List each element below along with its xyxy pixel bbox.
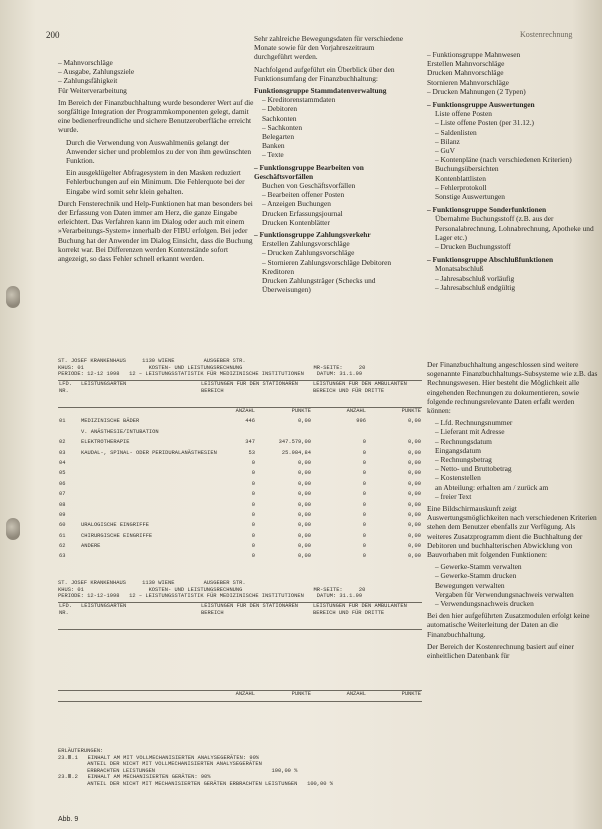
- list-item: – Drucken Buchungsstoff: [435, 242, 511, 252]
- col-header: LFD. NR.: [58, 381, 80, 408]
- table-cell: 0,00: [408, 491, 421, 498]
- table-cell: 0: [251, 470, 255, 477]
- col-header: LEISTUNGSARTEN: [80, 381, 200, 408]
- group-title: – Funktionsgruppe Bearbeiten von Geschäftsvorfällen: [254, 162, 364, 181]
- group-title: – Funktionsgruppe Auswertungen: [427, 100, 535, 110]
- col-header: LEISTUNGEN FÜR DEN AMBULANTEN BEREICH UND FÜR DRITTE: [312, 381, 422, 408]
- table-cell: [80, 491, 200, 501]
- group-title: – Funktionsgruppe Sonderfunktionen: [427, 205, 547, 215]
- table-cell: 01: [59, 418, 66, 425]
- statistics-table-1: [58, 380, 422, 564]
- table-cell: 0,00: [298, 543, 311, 550]
- table-cell: KAUDAL-, SPINAL- ODER PERIDURALANÄSTHESIEN: [81, 449, 217, 456]
- table-cell: 0,00: [408, 501, 421, 508]
- table-cell: 08: [59, 501, 66, 508]
- table-cell: 03: [59, 449, 66, 456]
- table-cell: 62: [59, 543, 66, 550]
- punch-hole: [6, 518, 20, 540]
- table-cell: [80, 481, 200, 491]
- table-cell: 0,00: [408, 459, 421, 466]
- paragraph: Durch Fensterechnik und Help-Funktionen hat man besonders bei der Erfassung von Daten immer am Herz, die ganze Eingabe erleichtert. Das Verfahren kann im Dialog oder auch mit einem »Verarbeitungs-System« innerhalb der FIBU erfolgen. Bei jeder Buchung hat der Anwender im Dialog Einsicht, dass die Buchung korrekt war. Bei Differenzen werden Kontenstände sofort angezeigt, so dass Fehler schnell erkannt werden.: [58, 198, 253, 264]
- list-item: Bewegungen verwalten: [435, 580, 505, 590]
- list-item: Übernahme Buchungsstoff (z.B. aus der Personalabrechnung, Lohnabrechnung, Apotheke und Lager etc.): [435, 214, 594, 242]
- list-item: – Lieferant mit Adresse: [435, 427, 505, 437]
- table-row: [58, 533, 422, 543]
- list-item: Eingangsdatum: [435, 445, 481, 455]
- list-item: – GuV: [435, 146, 455, 156]
- footnote-line: ERLÄUTERUNGEN:: [58, 748, 104, 754]
- table-cell: URALOGISCHE EINGRIFFE: [81, 522, 149, 529]
- table-cell: [80, 553, 200, 563]
- table-row: [58, 481, 422, 491]
- table-row: [58, 502, 422, 512]
- list-item: – Bearbeiten offener Posten: [262, 190, 345, 200]
- list-item: – freier Text: [435, 491, 472, 501]
- paragraph: Bei den hier aufgeführten Zusatzmodulen erfolgt keine automatische Weiterleitung der Daten an die Finanzbuchhaltung.: [427, 611, 590, 639]
- list-item: Drucken Zahlungsträger (Schecks und Überweisungen): [262, 276, 376, 295]
- table-cell: 0,00: [298, 480, 311, 487]
- punch-hole: [6, 286, 20, 308]
- table-cell: 0: [362, 522, 366, 529]
- table-cell: 0,00: [408, 522, 421, 529]
- list-item: – Rechnungsbetrag: [435, 455, 492, 465]
- table-cell: [80, 512, 200, 522]
- col-header: LEISTUNGSARTEN: [80, 603, 200, 630]
- col-header: LEISTUNGEN FÜR DEN STATIONÄREN BEREICH: [200, 381, 312, 408]
- table-row: [58, 439, 422, 449]
- table-cell: 0: [251, 522, 255, 529]
- table-cell: 0: [362, 459, 366, 466]
- column-left: [58, 58, 258, 266]
- table-cell: 0,00: [408, 418, 421, 425]
- col-subheader: PUNKTE: [401, 408, 421, 414]
- printout-header-2: [58, 580, 422, 600]
- table-cell: 0,00: [408, 543, 421, 550]
- table-cell: 0: [362, 480, 366, 487]
- list-item: – Jahresabschluß endgültig: [435, 282, 516, 292]
- table-cell: 0,00: [408, 511, 421, 518]
- list-item: – Bilanz: [435, 136, 460, 146]
- table-cell: [80, 502, 200, 512]
- page-number: 200: [46, 30, 60, 40]
- table-cell: 0,00: [298, 511, 311, 518]
- list-item: – Saldenlisten: [435, 127, 477, 137]
- line: – Mahnvorschläge: [58, 58, 113, 67]
- table-cell: 0: [251, 501, 255, 508]
- table-cell: V. ANÄSTHESIE/INTUBATION: [81, 428, 159, 435]
- col-subheader: PUNKTE: [367, 691, 422, 702]
- line: Für Weiterverarbeitung: [58, 85, 127, 95]
- paragraph: Ein ausgeklügelter Abfragesystem in den Masken reduziert Fehlerbuchungen auf ein Minimum. Die Fehlerquote bei der Eingabe wird somit sehr klein gehalten.: [66, 168, 245, 196]
- list-item: – Netto- und Bruttobetrag: [435, 464, 512, 474]
- table-cell: [80, 470, 200, 480]
- list-item: Kontenblattlisten: [435, 173, 486, 183]
- paragraph: Der Bereich der Kostenrechnung basiert auf einer einheitlichen Datenbank für: [427, 641, 574, 661]
- table-subheader-row: [58, 408, 422, 419]
- table-cell: 0: [251, 480, 255, 487]
- list-item: Belegarten: [262, 132, 295, 142]
- paragraph: Eine Bildschirmauskunft zeigt Auswertungsmöglichkeiten nach verschiedenen Kriterien stehen dem Benutzer ebenfalls zur Verfügung. Als weiteres Zusatzprogramm dient die Buchhaltung der Debitoren und buchhalterischen Abwicklung von Bauvorhaben mit folgenden Funktionen:: [427, 504, 597, 560]
- table-cell: 25.984,84: [281, 449, 311, 456]
- line: – Zahlungsfähigkeit: [58, 76, 118, 86]
- table-cell: 0,00: [298, 491, 311, 498]
- table-cell: 0,00: [298, 459, 311, 466]
- table-cell: 0: [362, 532, 366, 539]
- table-cell: [80, 460, 200, 470]
- line: – Ausgabe, Zahlungsziele: [58, 67, 135, 77]
- table-cell: ELEKTROTHERAPIE: [81, 439, 130, 446]
- header-line: PERIODE: 12-12-1998 12 – LEISTUNGSSTATISTIK FÜR MEDIZINISCHE INSTITUTIONEN DATUM: 31.1.99: [58, 593, 363, 600]
- table-cell: 06: [59, 480, 66, 487]
- col-header: LEISTUNGEN FÜR DEN STATIONÄREN BEREICH: [200, 603, 312, 630]
- table-cell: 0,00: [408, 470, 421, 477]
- table-cell: 04: [59, 459, 66, 466]
- list-item: – Drucken Zahlungsvorschläge: [262, 248, 355, 258]
- table-cell: 347.579,00: [278, 439, 311, 446]
- printout-footnotes: [58, 748, 422, 788]
- col-subheader: PUNKTE: [291, 408, 311, 414]
- column-middle: [254, 34, 414, 294]
- footnote-line: ANTEIL DER NICHT MIT MECHANISIERTEN GERÄTEN ERBRACHTEN LEISTUNGEN 100,00 %: [58, 780, 333, 787]
- table-row: [58, 429, 422, 439]
- statistics-table-2: [58, 602, 422, 702]
- table-cell: 02: [59, 439, 66, 446]
- table-cell: CHIRURGISCHE EINGRIFFE: [81, 532, 153, 539]
- table-row: [58, 460, 422, 470]
- table-cell: MEDIZINISCHE BÄDER: [81, 418, 140, 425]
- paragraph: Durch die Verwendung von Auswahlmenüs gelangt der Anwender sicher und problemlos zu der von ihm gewünschten Funktion.: [66, 137, 252, 166]
- list-item: Sonstige Auswertungen: [435, 192, 506, 202]
- list-item: – Gewerke-Stamm verwalten: [435, 562, 522, 572]
- list-item: Banken: [262, 141, 285, 151]
- table-subheader-row: [58, 691, 422, 702]
- header-line: KHUS: 01 KOSTEN- UND LEISTUNGSRECHNUNG MR-SEITE: 20: [58, 364, 366, 371]
- table-cell: [256, 429, 312, 439]
- list-item: – Liste offene Posten (per 31.12.): [435, 118, 534, 128]
- table-cell: 0: [251, 511, 255, 518]
- list-item: Erstellen Zahlungsvorschläge: [262, 239, 350, 249]
- list-item: – Verwendungsnachweis drucken: [435, 599, 534, 609]
- list-item: – Debitoren: [262, 104, 298, 114]
- col-subheader: ANZAHL: [200, 691, 256, 702]
- table-cell: 63: [59, 553, 66, 560]
- table-cell: 0,00: [298, 418, 311, 425]
- table-cell: 53: [248, 449, 255, 456]
- table-cell: 0: [362, 491, 366, 498]
- table-cell: 446: [245, 418, 255, 425]
- list-item: – Texte: [262, 150, 284, 160]
- table-row: [58, 491, 422, 501]
- list-item: – Kreditorenstammdaten: [262, 95, 336, 105]
- list-item: – Kontenpläne (nach verschiedenen Kriterien): [435, 155, 572, 165]
- list-item: Drucken Mahnvorschläge: [427, 68, 504, 78]
- printout-figure: [58, 358, 422, 808]
- table-cell: 61: [59, 532, 66, 539]
- table-cell: 0: [362, 439, 366, 446]
- list-item: Liste offene Posten: [435, 109, 492, 119]
- col-subheader: ANZAHL: [346, 408, 366, 414]
- table-cell: 0: [251, 491, 255, 498]
- table-cell: [58, 429, 80, 439]
- list-item: – Stornieren Zahlungsvorschläge Debitoren Kreditoren: [262, 257, 392, 276]
- table-header-row: [58, 381, 422, 408]
- table-cell: 0,00: [408, 439, 421, 446]
- footnote-line: ANTEIL DER NICHT MIT VOLLMECHANISIERTEN ANALYSEGERÄTEN: [58, 761, 262, 768]
- list-item: Sachkonten: [262, 113, 297, 123]
- list-item: – Funktionsgruppe Mahnwesen: [427, 50, 521, 59]
- list-item: Stornieren Mahnvorschläge: [427, 77, 509, 87]
- figure-caption: Abb. 9: [58, 816, 79, 823]
- group-title: Funktionsgruppe Stammdatenverwaltung: [254, 86, 387, 96]
- list-item: Erstellen Mahnvorschläge: [427, 59, 505, 69]
- list-item: Buchungsübersichten: [435, 164, 499, 174]
- list-item: an Abteilung: erhalten am / zurück am: [435, 482, 549, 492]
- list-item: Monatsabschluß: [435, 264, 484, 274]
- list-item: – Sachkonten: [262, 122, 303, 132]
- list-item: – Jahresabschluß vorläufig: [435, 273, 515, 283]
- table-cell: 0: [362, 470, 366, 477]
- table-cell: 347: [245, 439, 255, 446]
- table-cell: 09: [59, 511, 66, 518]
- list-item: – Fehlerprotokoll: [435, 182, 487, 192]
- table-cell: 0,00: [298, 501, 311, 508]
- paragraph: Nachfolgend aufgeführt ein Überblick über den Funktionsumfang der Finanzbuchhaltung:: [254, 64, 395, 83]
- table-cell: 0: [362, 501, 366, 508]
- paragraph: Im Bereich der Finanzbuchhaltung wurde besonderer Wert auf die sorgfältige Integration der Programmkomponenten gelegt, damit eine bedienerfreundliche und sichere Benutzeroberfläche erreicht wurde.: [58, 97, 254, 135]
- list-item: – Gewerke-Stamm drucken: [435, 571, 517, 581]
- group-title: – Funktionsgruppe Zahlungsverkehr: [254, 230, 371, 240]
- table-cell: 0,00: [298, 470, 311, 477]
- table-body: [58, 418, 422, 563]
- table-cell: 05: [59, 470, 66, 477]
- table-cell: 996: [356, 418, 366, 425]
- table-cell: 0: [251, 532, 255, 539]
- column-right-lower: [427, 360, 599, 663]
- table-row: [58, 418, 422, 428]
- table-row: [58, 553, 422, 563]
- col-subheader: ANZAHL: [235, 408, 255, 414]
- table-cell: 0: [251, 543, 255, 550]
- list-item: – Anzeigen Buchungen: [262, 199, 331, 209]
- table-cell: 0,00: [408, 480, 421, 487]
- table-cell: [367, 429, 422, 439]
- table-spacer-row: [58, 630, 422, 691]
- col-subheader: ANZAHL: [312, 691, 367, 702]
- printout-header-1: [58, 358, 422, 378]
- header-line: PERIODE: 12-12 1998 12 – LEISTUNGSSTATISTIK FÜR MEDIZINISCHE INSTITUTIONEN DATUM: 31.1.99: [58, 371, 363, 378]
- header-line: KHUS: 01 KOSTEN- UND LEISTUNGSRECHNUNG MR-SEITE: 20: [58, 586, 366, 593]
- footnote-line: ERBRACHTEN LEISTUNGEN 100,00 %: [58, 767, 298, 774]
- table-cell: [200, 429, 256, 439]
- footnote-line: 23.Ⅲ.1 EINHALT AM MIT VOLLMECHANISIERTEN ANALYSEGERÄTEN: 90%: [58, 754, 260, 761]
- list-item: – Rechnungsdatum: [435, 436, 492, 446]
- paragraph: Sehr zahlreiche Bewegungsdaten für verschiedene Monate sowie für den Vorjahreszeitraum durchgeführt werden.: [254, 34, 403, 62]
- table-cell: 0,00: [408, 449, 421, 456]
- table-row: [58, 450, 422, 460]
- table-row: [58, 543, 422, 553]
- list-item: Buchen von Geschäftsvorfällen: [262, 181, 356, 191]
- table-row: [58, 470, 422, 480]
- table-cell: 0,00: [298, 532, 311, 539]
- col-subheader: PUNKTE: [256, 691, 312, 702]
- column-right: [427, 50, 599, 292]
- list-item: – Lfd. Rechnungsnummer: [435, 418, 513, 428]
- running-head: Kostenrechnung: [520, 30, 573, 39]
- table-cell: 0: [362, 511, 366, 518]
- list-item: Drucken Kontenblätter: [262, 217, 330, 227]
- list-item: Vergaben für Verwendungsnachweis verwalten: [435, 589, 574, 599]
- header-line: ST. JOSEF KRANKENHAUS 1130 WIENE AUSGEBER STR.: [58, 358, 246, 364]
- table-cell: 0: [362, 449, 366, 456]
- table-row: [58, 512, 422, 522]
- col-header: LFD. NR.: [58, 603, 80, 630]
- table-cell: [312, 429, 367, 439]
- table-cell: 07: [59, 491, 66, 498]
- table-cell: 0: [251, 459, 255, 466]
- table-cell: 0: [251, 553, 255, 560]
- table-cell: 0,00: [298, 522, 311, 529]
- list-item: – Drucken Mahnungen (2 Typen): [427, 86, 526, 96]
- footnote-line: 23.Ⅲ.2 EINHALT AM MECHANISIERTEN GERÄTEN: 90%: [58, 774, 211, 781]
- table-cell: 60: [59, 522, 66, 529]
- table-cell: 0,00: [408, 553, 421, 560]
- group-title: – Funktionsgruppe Abschlußfunktionen: [427, 255, 554, 265]
- table-cell: 0: [362, 543, 366, 550]
- list-item: – Kostenstellen: [435, 473, 481, 483]
- table-cell: 0: [362, 553, 366, 560]
- table-cell: ANDERE: [81, 543, 101, 550]
- table-row: [58, 522, 422, 532]
- table-header-row: [58, 603, 422, 630]
- table-cell: 0,00: [408, 532, 421, 539]
- table-cell: 0,00: [298, 553, 311, 560]
- header-line: ST. JOSEF KRANKENHAUS 1130 WIENE AUSGEBER STR.: [58, 580, 246, 586]
- list-item: Drucken Erfassungsjournal: [262, 208, 343, 218]
- paragraph: Der Finanzbuchhaltung angeschlossen sind weitere sogenannte Finanzbuchhaltungs-Subsysteme wie z.B. das Rechnungswesen. Hier besteht die Möglichkeit alle eingehenden Rechnungen zu dokumentieren, sowie folgende rechnungsrelevante Daten erfaßt werden können:: [427, 360, 598, 416]
- col-header: LEISTUNGEN FÜR DEN AMBULANTEN BEREICH UND FÜR DRITTE: [312, 603, 422, 630]
